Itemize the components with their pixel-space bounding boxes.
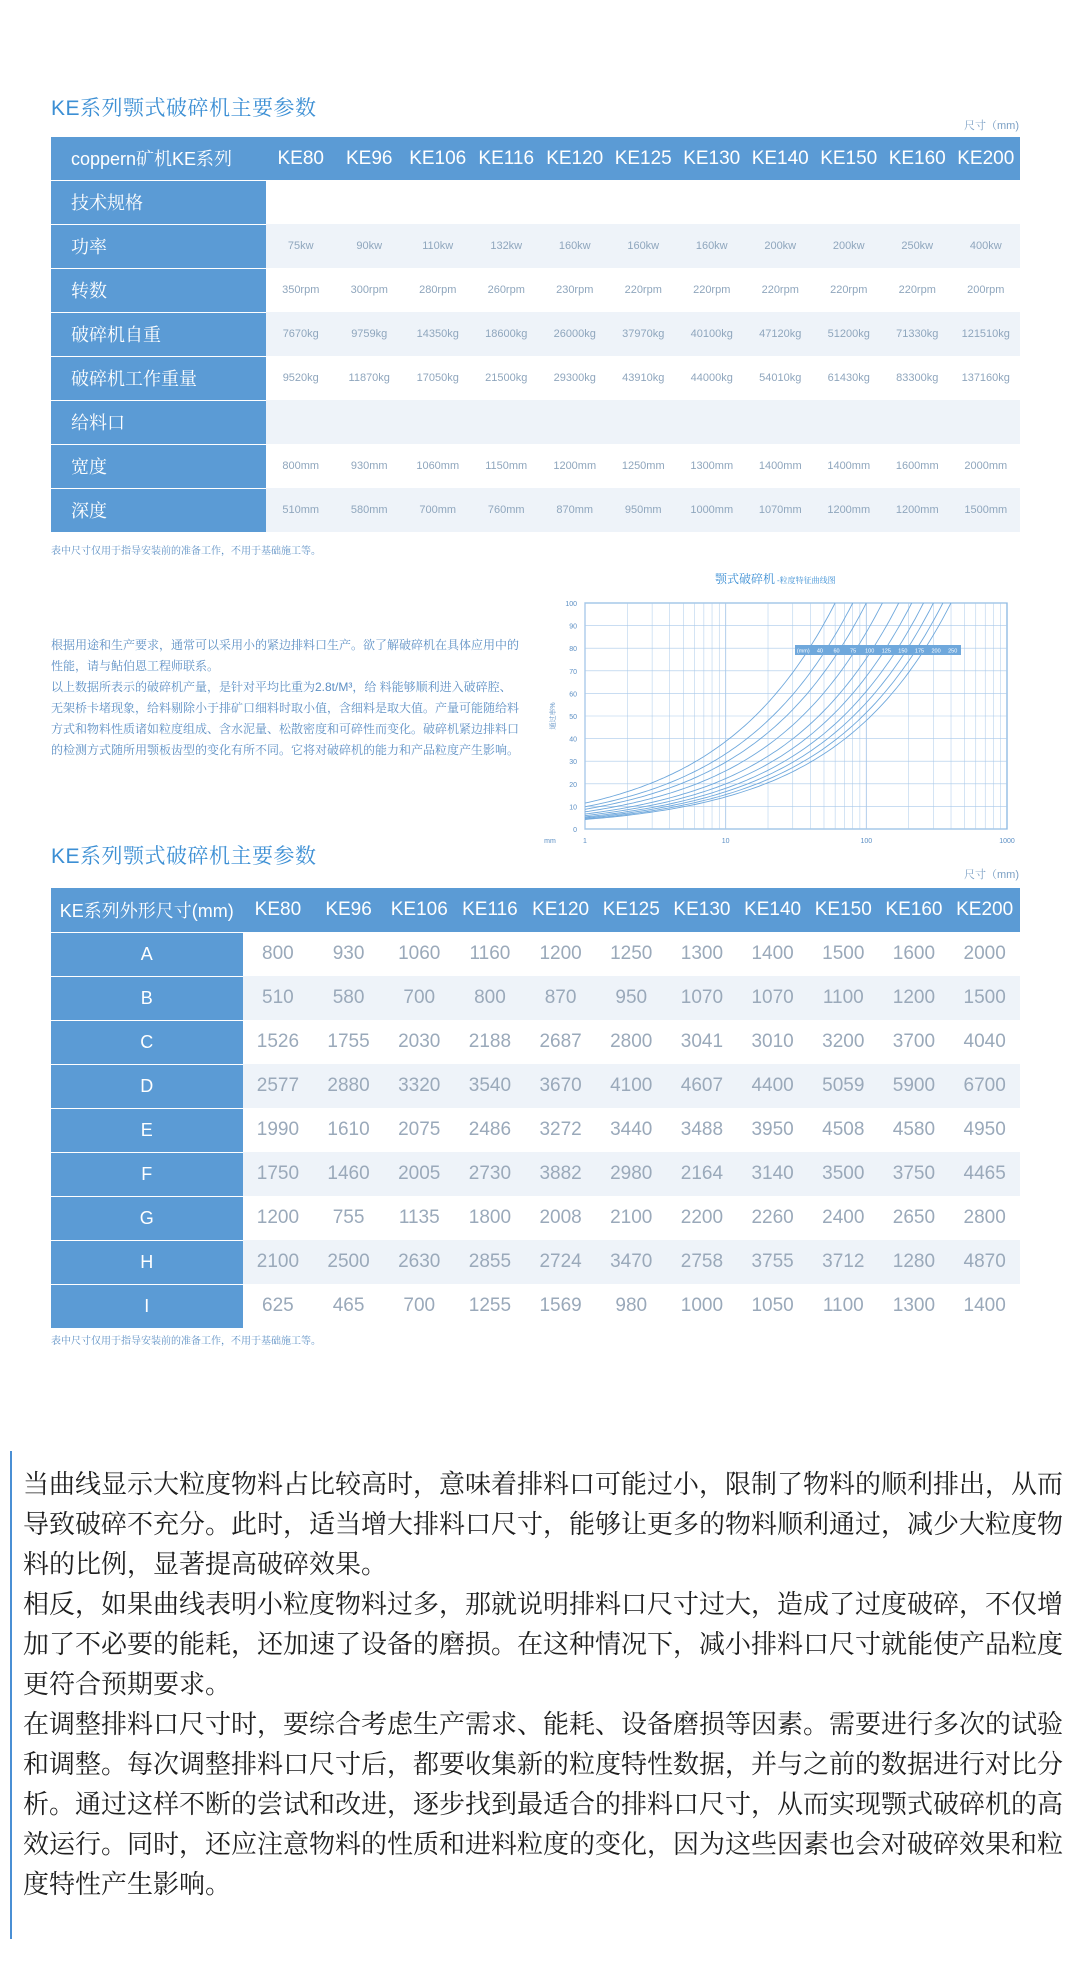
table-cell: 1160 [455, 932, 526, 976]
table-cell: 580mm [335, 488, 404, 532]
table-cell: 2758 [667, 1240, 738, 1284]
section1-unit-note: 尺寸（mm) [964, 120, 1019, 132]
row-label: A [51, 932, 243, 976]
table-cell: 18600kg [472, 312, 541, 356]
table-cell: 700 [384, 1284, 455, 1328]
model-header: KE96 [335, 137, 404, 180]
model-header: KE150 [814, 137, 883, 180]
section2-footnote: 表中尺寸仅用于指导安装前的准备工作，不用于基础施工等。 [51, 1336, 321, 1347]
model-header: KE116 [455, 888, 526, 932]
table-cell: 3140 [737, 1152, 808, 1196]
table-cell: 1070mm [746, 488, 815, 532]
table-cell: 40100kg [677, 312, 746, 356]
table-cell: 280rpm [403, 268, 472, 312]
row-label: G [51, 1196, 243, 1240]
table-cell: 755 [313, 1196, 384, 1240]
table-cell: 160kw [677, 224, 746, 268]
table-cell: 2800 [596, 1020, 667, 1064]
curve-line [585, 603, 943, 819]
table-cell: 1750 [243, 1152, 314, 1196]
table-cell: 1400mm [746, 444, 815, 488]
table-cell: 3010 [737, 1020, 808, 1064]
table-cell: 200kw [814, 224, 883, 268]
row-label: 深度 [51, 488, 266, 532]
model-header: KE150 [808, 888, 879, 932]
table-cell: 3950 [737, 1108, 808, 1152]
table-cell: 1500 [949, 976, 1020, 1020]
section1-footnote: 表中尺寸仅用于指导安装前的准备工作，不用于基础施工等。 [51, 546, 321, 557]
chart-subtitle: -粒度特征曲线图 [777, 576, 836, 585]
table-cell: 510mm [266, 488, 335, 532]
table-cell: 1610 [313, 1108, 384, 1152]
model-header: KE160 [883, 137, 952, 180]
table-row [51, 1284, 1020, 1328]
table-cell: 2188 [455, 1020, 526, 1064]
table-cell: 1400 [949, 1284, 1020, 1328]
table-cell: 1100 [808, 976, 879, 1020]
table-cell: 4870 [949, 1240, 1020, 1284]
table-cell: 1135 [384, 1196, 455, 1240]
article-paragraph: 相反，如果曲线表明小粒度物料过多，那就说明排料口尺寸过大，造成了过度破碎，不仅增加了不必要的能耗，还加速了设备的磨损。在这种情况下，减小排料口尺寸就能使产品粒度更符合预期要求。 [23, 1589, 1064, 1699]
table-cell: 2730 [455, 1152, 526, 1196]
table-row [51, 224, 1020, 268]
table-cell: 1255 [455, 1284, 526, 1328]
table-cell: 9759kg [335, 312, 404, 356]
model-header: KE160 [879, 888, 950, 932]
curve-line [585, 603, 853, 807]
description-para: 以上数据所表示的破碎机产量，是针对平均比重为2.8t/M³，给 料能够顺利进入破碎腔、无架桥卡堵现象，给料剔除小于排矿口细料时取小值，含细料是取大值。产量可能随给料方式和物料性质诸如粒度组成、含水泥量、松散密度和可碎性而变化。破碎机紧边排料口的检测方式随所用颚板齿型的变化有所不同。它将对破碎机的能力和产品粒度产生影响。 [51, 680, 520, 757]
model-header: KE200 [951, 137, 1020, 180]
legend-label: 250 [948, 648, 958, 655]
row-label: F [51, 1152, 243, 1196]
table-cell: 220rpm [883, 268, 952, 312]
table-cell: 1990 [243, 1108, 314, 1152]
table-cell: 71330kg [883, 312, 952, 356]
legend-label: 75 [850, 648, 857, 655]
row-label: C [51, 1020, 243, 1064]
table-cell: 2005 [384, 1152, 455, 1196]
table-cell: 980 [596, 1284, 667, 1328]
table-cell: 1400 [737, 932, 808, 976]
table-cell: 2500 [313, 1240, 384, 1284]
table-cell: 800 [455, 976, 526, 1020]
table-cell: 1200 [879, 976, 950, 1020]
table-cell: 800mm [266, 444, 335, 488]
table-cell: 3200 [808, 1020, 879, 1064]
model-header: KE106 [384, 888, 455, 932]
y-tick-label: 80 [569, 646, 577, 654]
row-label: 破碎机自重 [51, 312, 266, 356]
model-header: KE120 [525, 888, 596, 932]
table-cell: 1100 [808, 1284, 879, 1328]
x-tick-label: 1000 [999, 838, 1015, 845]
table-cell: 950 [596, 976, 667, 1020]
table-cell: 1200 [525, 932, 596, 976]
x-tick-label: 1 [583, 838, 587, 845]
table-cell: 4400 [737, 1064, 808, 1108]
table-cell: 3440 [596, 1108, 667, 1152]
table-row [51, 1020, 1020, 1064]
table-cell: 2075 [384, 1108, 455, 1152]
table-cell: 2855 [455, 1240, 526, 1284]
legend-label: 40 [816, 648, 823, 655]
table-cell: 300rpm [335, 268, 404, 312]
table-cell: 1755 [313, 1020, 384, 1064]
table-cell: 61430kg [814, 356, 883, 400]
table-cell: 3320 [384, 1064, 455, 1108]
table-cell: 465 [313, 1284, 384, 1328]
table-cell: 2200 [667, 1196, 738, 1240]
table-cell: 3041 [667, 1020, 738, 1064]
table-cell: 1600mm [883, 444, 952, 488]
table-cell: 350rpm [266, 268, 335, 312]
table-cell: 950mm [609, 488, 678, 532]
y-axis-label: 通过率% [550, 702, 557, 730]
table-cell: 1000 [667, 1284, 738, 1328]
table-cell: 3272 [525, 1108, 596, 1152]
description-para: 根据用途和生产要求，通常可以采用小的紧边排料口生产。欲了解破碎机在具体应用中的性能，请与鲇伯恩工程师联系。 [51, 638, 520, 673]
table-cell: 2030 [384, 1020, 455, 1064]
table-cell: 2000mm [951, 444, 1020, 488]
table-cell: 930mm [335, 444, 404, 488]
model-header: KE80 [243, 888, 314, 932]
table-cell: 132kw [472, 224, 541, 268]
model-header: KE106 [403, 137, 472, 180]
table-cell: 11870kg [335, 356, 404, 400]
table-cell: 2008 [525, 1196, 596, 1240]
table-cell: 2400 [808, 1196, 879, 1240]
table-cell: 1280 [879, 1240, 950, 1284]
table-cell: 1300mm [677, 444, 746, 488]
table-cell: 1200mm [883, 488, 952, 532]
chart-title: 颚式破碎机 [714, 573, 775, 586]
table-cell: 3712 [808, 1240, 879, 1284]
table-cell: 1300 [667, 932, 738, 976]
table-cell: 17050kg [403, 356, 472, 400]
table-cell: 200kw [746, 224, 815, 268]
model-header: KE125 [596, 888, 667, 932]
table-cell: 220rpm [814, 268, 883, 312]
table-cell: 870 [525, 976, 596, 1020]
table-cell: 250kw [883, 224, 952, 268]
table-cell: 760mm [472, 488, 541, 532]
table-cell: 4607 [667, 1064, 738, 1108]
table-cell: 54010kg [746, 356, 815, 400]
table-row [51, 312, 1020, 356]
table-cell: 4040 [949, 1020, 1020, 1064]
table-cell: 2687 [525, 1020, 596, 1064]
curve-line [585, 603, 835, 803]
y-tick-label: 30 [569, 759, 577, 767]
legend-label: 100 [865, 648, 875, 655]
row-label: 功率 [51, 224, 266, 268]
table-cell: 5059 [808, 1064, 879, 1108]
table-cell: 43910kg [609, 356, 678, 400]
table-cell: 6700 [949, 1064, 1020, 1108]
legend-label: 125 [881, 648, 891, 655]
table-cell: 220rpm [609, 268, 678, 312]
table-cell: 1150mm [472, 444, 541, 488]
y-tick-label: 40 [569, 736, 577, 744]
article-paragraph: 当曲线显示大粒度物料占比较高时，意味着排料口可能过小，限制了物料的顺利排出，从而导致破碎不充分。此时，适当增大排料口尺寸，能够让更多的物料顺利通过，减少大粒度物料的比例，显著提高破碎效果。 [23, 1469, 1064, 1579]
table-cell: 3882 [525, 1152, 596, 1196]
table-cell: 1800 [455, 1196, 526, 1240]
row-label: 技术规格 [51, 180, 266, 224]
table-cell: 4580 [879, 1108, 950, 1152]
y-tick-label: 10 [569, 804, 577, 812]
table-cell: 700 [384, 976, 455, 1020]
table-cell: 83300kg [883, 356, 952, 400]
table-cell: 2880 [313, 1064, 384, 1108]
table-cell: 1300 [879, 1284, 950, 1328]
x-tick-label: 100 [860, 838, 873, 845]
table-cell: 2100 [243, 1240, 314, 1284]
table-cell: 3750 [879, 1152, 950, 1196]
table-cell: 1500mm [951, 488, 1020, 532]
table-cell: 220rpm [677, 268, 746, 312]
particle-size-chart [535, 573, 1035, 855]
legend-label: 200 [931, 648, 941, 655]
model-header: KE130 [667, 888, 738, 932]
table-cell: 1060 [384, 932, 455, 976]
table-row [51, 932, 1020, 976]
dimensions-table [51, 888, 1020, 1328]
table-cell: 5900 [879, 1064, 950, 1108]
table-cell: 625 [243, 1284, 314, 1328]
model-header: KE120 [540, 137, 609, 180]
table-cell: 2650 [879, 1196, 950, 1240]
table-cell: 3540 [455, 1064, 526, 1108]
row-label: 给料口 [51, 400, 266, 444]
table-cell: 400kw [951, 224, 1020, 268]
table-cell: 3670 [525, 1064, 596, 1108]
legend-label: 150 [898, 648, 908, 655]
table-cell: 7670kg [266, 312, 335, 356]
table-cell: 3700 [879, 1020, 950, 1064]
table-cell: 2000 [949, 932, 1020, 976]
table-row [51, 1196, 1020, 1240]
table-cell: 121510kg [951, 312, 1020, 356]
table-cell: 4508 [808, 1108, 879, 1152]
table-cell: 2630 [384, 1240, 455, 1284]
model-header: KE80 [266, 137, 335, 180]
table-row [51, 1240, 1020, 1284]
empty-cell [266, 400, 1020, 444]
table-row [51, 400, 1020, 444]
table-cell: 37970kg [609, 312, 678, 356]
section1-title: KE系列颚式破碎机主要参数 [51, 97, 317, 120]
row-label: I [51, 1284, 243, 1328]
table-cell: 1000mm [677, 488, 746, 532]
specs-table [51, 137, 1020, 532]
table-cell: 870mm [540, 488, 609, 532]
quote-bar [10, 1451, 12, 1939]
y-tick-label: 60 [569, 691, 577, 699]
table-cell: 1569 [525, 1284, 596, 1328]
table-cell: 700mm [403, 488, 472, 532]
table-row [51, 976, 1020, 1020]
x-tick-label: 10 [721, 838, 730, 845]
table-cell: 510 [243, 976, 314, 1020]
table-cell: 2577 [243, 1064, 314, 1108]
row-label: B [51, 976, 243, 1020]
table-cell: 160kw [609, 224, 678, 268]
table-cell: 800 [243, 932, 314, 976]
article-text [23, 1464, 1080, 1904]
table-cell: 3488 [667, 1108, 738, 1152]
table-cell: 26000kg [540, 312, 609, 356]
table-row [51, 488, 1020, 532]
table-cell: 2486 [455, 1108, 526, 1152]
header-label: KE系列外形尺寸(mm) [51, 888, 243, 932]
row-label: E [51, 1108, 243, 1152]
table-cell: 2800 [949, 1196, 1020, 1240]
header-label: coppern矿机KE系列 [51, 137, 266, 180]
table-cell: 1500 [808, 932, 879, 976]
table-cell: 14350kg [403, 312, 472, 356]
table-cell: 2164 [667, 1152, 738, 1196]
row-label: 转数 [51, 268, 266, 312]
table-row [51, 1152, 1020, 1196]
model-header: KE116 [472, 137, 541, 180]
table-row [51, 1108, 1020, 1152]
table-cell: 1070 [667, 976, 738, 1020]
table-cell: 4465 [949, 1152, 1020, 1196]
table-cell: 930 [313, 932, 384, 976]
table-cell: 1600 [879, 932, 950, 976]
table-cell: 1050 [737, 1284, 808, 1328]
table-cell: 90kw [335, 224, 404, 268]
legend-label: 60 [833, 648, 840, 655]
table-cell: 1060mm [403, 444, 472, 488]
table-cell: 4950 [949, 1108, 1020, 1152]
table-cell: 230rpm [540, 268, 609, 312]
row-label: D [51, 1064, 243, 1108]
section2-unit-note: 尺寸（mm) [964, 869, 1019, 881]
table-row [51, 444, 1020, 488]
y-tick-label: 50 [569, 714, 577, 721]
section2-title: KE系列颚式破碎机主要参数 [51, 845, 317, 868]
model-header: KE130 [677, 137, 746, 180]
table-cell: 1200mm [814, 488, 883, 532]
table-cell: 29300kg [540, 356, 609, 400]
table-cell: 137160kg [951, 356, 1020, 400]
table-cell: 4100 [596, 1064, 667, 1108]
model-header: KE140 [746, 137, 815, 180]
table-cell: 47120kg [746, 312, 815, 356]
table-row [51, 268, 1020, 312]
table-cell: 1070 [737, 976, 808, 1020]
x-axis-label: mm [544, 838, 556, 845]
table-cell: 9520kg [266, 356, 335, 400]
table-cell: 260rpm [472, 268, 541, 312]
table-row [51, 356, 1020, 400]
row-label: H [51, 1240, 243, 1284]
table-cell: 44000kg [677, 356, 746, 400]
table-cell: 1460 [313, 1152, 384, 1196]
model-header: KE125 [609, 137, 678, 180]
y-tick-label: 100 [565, 601, 577, 608]
table-cell: 3755 [737, 1240, 808, 1284]
table-cell: 51200kg [814, 312, 883, 356]
table-cell: 3470 [596, 1240, 667, 1284]
empty-cell [266, 180, 1020, 224]
table-cell: 160kw [540, 224, 609, 268]
y-tick-label: 70 [569, 668, 577, 676]
table-cell: 1200 [243, 1196, 314, 1240]
table-cell: 75kw [266, 224, 335, 268]
table-cell: 1200mm [540, 444, 609, 488]
table-row [51, 1064, 1020, 1108]
table-cell: 3500 [808, 1152, 879, 1196]
legend-label: (mm) [796, 648, 810, 655]
table-cell: 580 [313, 976, 384, 1020]
table-cell: 2980 [596, 1152, 667, 1196]
row-label: 破碎机工作重量 [51, 356, 266, 400]
chart-svg [535, 573, 1035, 855]
table-cell: 2724 [525, 1240, 596, 1284]
table-cell: 220rpm [746, 268, 815, 312]
row-label: 宽度 [51, 444, 266, 488]
table-cell: 2100 [596, 1196, 667, 1240]
table-cell: 21500kg [472, 356, 541, 400]
model-header: KE96 [313, 888, 384, 932]
article-paragraph: 在调整排料口尺寸时，要综合考虑生产需求、能耗、设备磨损等因素。需要进行多次的试验和调整。每次调整排料口尺寸后，都要收集新的粒度特性数据，并与之前的数据进行对比分析。通过这样不断的尝试和改进，逐步找到最适合的排料口尺寸，从而实现颚式破碎机的高效运行。同时，还应注意物料的性质和进料粒度的变化，因为这些因素也会对破碎效果和粒度特性产生影响。 [23, 1709, 1064, 1899]
y-tick-label: 0 [573, 827, 577, 834]
table-cell: 1250mm [609, 444, 678, 488]
model-header: KE140 [737, 888, 808, 932]
y-tick-label: 90 [569, 623, 577, 631]
table-cell: 1250 [596, 932, 667, 976]
y-tick-label: 20 [569, 781, 577, 789]
table-cell: 1526 [243, 1020, 314, 1064]
table-cell: 1400mm [814, 444, 883, 488]
table-cell: 2260 [737, 1196, 808, 1240]
description-text [51, 635, 519, 761]
table-cell: 110kw [403, 224, 472, 268]
table-row [51, 180, 1020, 224]
table-cell: 200rpm [951, 268, 1020, 312]
legend-label: 175 [914, 648, 925, 655]
model-header: KE200 [949, 888, 1020, 932]
